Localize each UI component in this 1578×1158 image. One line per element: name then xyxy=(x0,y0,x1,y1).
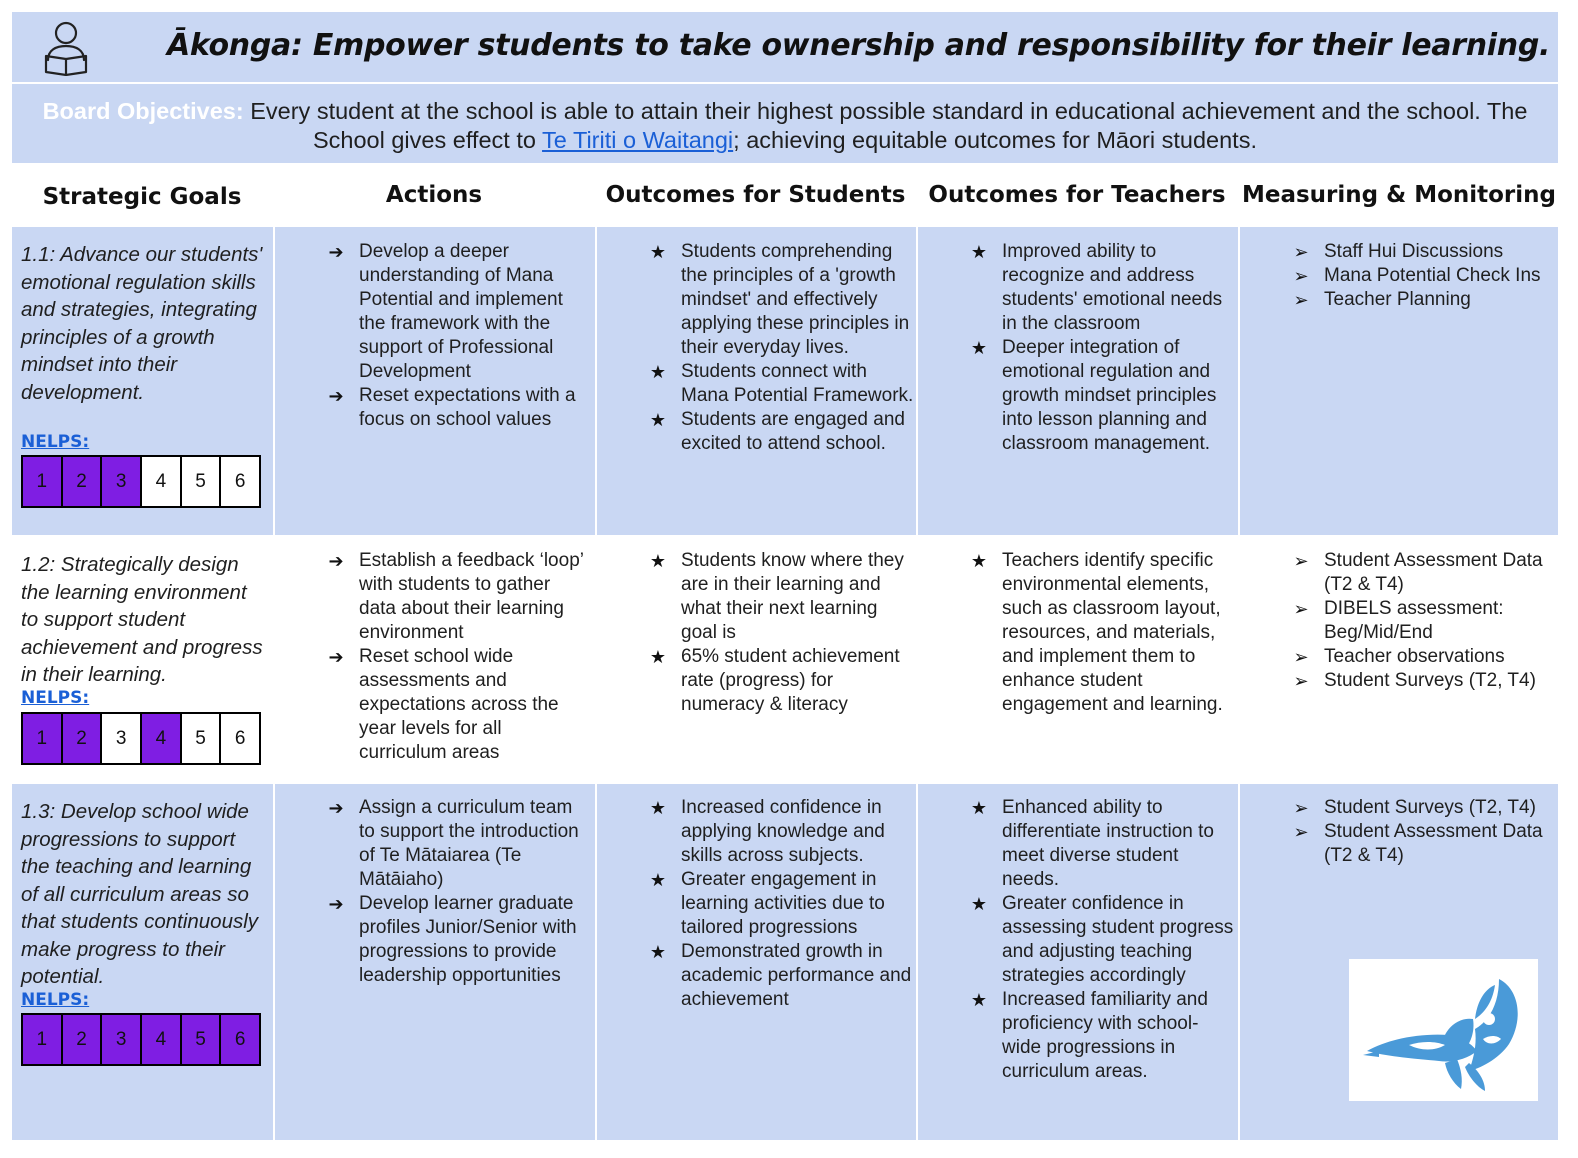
arrowhead-right-icon: ➢ xyxy=(1293,822,1309,842)
list-item xyxy=(321,240,591,384)
measuring-cell xyxy=(1240,537,1558,781)
board-objectives xyxy=(12,84,1558,163)
te-tiriti-link[interactable]: Te Tiriti o Waitangi xyxy=(542,127,734,153)
school-logo xyxy=(1349,959,1538,1101)
list-item-text: Students are engaged and excited to attend school. xyxy=(681,409,905,454)
list-item xyxy=(1286,264,1556,288)
arrow-right-icon: ➔ xyxy=(328,798,344,818)
list-item-text: Enhanced ability to differentiate instruction to meet diverse student needs. xyxy=(1002,797,1214,890)
list-item-text: Demonstrated growth in academic performance and achievement xyxy=(681,941,912,1010)
header-strategic-goals: Strategic Goals xyxy=(42,184,242,210)
list-item xyxy=(643,645,914,717)
list-item xyxy=(643,240,914,360)
star-icon: ★ xyxy=(970,990,988,1010)
list-item xyxy=(1286,240,1556,264)
list-item-text: Increased confidence in applying knowledge and skills across subjects. xyxy=(681,797,885,866)
arrow-right-icon: ➔ xyxy=(328,647,344,667)
list-item-text: Teacher Planning xyxy=(1324,289,1471,310)
page-title: Ākonga: Empower students to take ownership and responsibility for their learning. xyxy=(167,28,1551,63)
nelps-box-2: 2 xyxy=(63,1015,103,1064)
list-item xyxy=(964,796,1236,892)
nelps-label[interactable]: NELPS: xyxy=(21,432,90,452)
arrow-right-icon: ➔ xyxy=(328,386,344,406)
objectives-text-end: ; achieving equitable outcomes for Māori students. xyxy=(733,127,1257,153)
student-outcomes-list xyxy=(643,240,914,456)
star-icon: ★ xyxy=(649,942,667,962)
title-bar xyxy=(12,12,1558,82)
teacher-outcomes-cell xyxy=(918,784,1238,1140)
measuring-list xyxy=(1286,796,1556,868)
list-item-text: Reset expectations with a focus on school values xyxy=(359,385,576,430)
list-item-text: 65% student achievement rate (progress) for numeracy & literacy xyxy=(681,646,900,715)
list-item-text: Student Assessment Data (T2 & T4) xyxy=(1324,821,1543,866)
actions-cell xyxy=(275,227,595,535)
list-item-text: Reset school wide assessments and expectations across the year levels for all curriculum areas xyxy=(359,646,559,763)
star-icon: ★ xyxy=(970,798,988,818)
header-outcomes-students: Outcomes for Students xyxy=(605,182,906,208)
list-item xyxy=(1286,820,1556,868)
nelps-box-6: 6 xyxy=(221,714,259,763)
star-icon: ★ xyxy=(970,338,988,358)
arrowhead-right-icon: ➢ xyxy=(1293,599,1309,619)
nelps-box-5: 5 xyxy=(182,457,222,506)
nelps-label[interactable]: NELPS: xyxy=(21,688,90,708)
student-outcomes-cell xyxy=(597,784,916,1140)
arrowhead-right-icon: ➢ xyxy=(1293,647,1309,667)
nelps-box-2: 2 xyxy=(63,457,103,506)
list-item xyxy=(643,796,914,868)
nelps-boxes xyxy=(21,712,261,765)
student-outcomes-list xyxy=(643,796,914,1012)
star-icon: ★ xyxy=(649,362,667,382)
teacher-outcomes-list xyxy=(964,549,1236,717)
list-item-text: Establish a feedback ‘loop’ with students to gather data about their learning environment xyxy=(359,550,584,643)
goal-number: 1.2: xyxy=(21,553,56,576)
actions-list xyxy=(321,549,591,765)
list-item xyxy=(964,336,1236,456)
list-item xyxy=(321,645,591,765)
list-item xyxy=(643,360,914,408)
nelps-box-4: 4 xyxy=(142,457,182,506)
list-item-text: Student Assessment Data (T2 & T4) xyxy=(1324,550,1543,595)
goal-cell xyxy=(12,784,273,1140)
list-item-text: Student Surveys (T2, T4) xyxy=(1324,670,1536,691)
arrow-right-icon: ➔ xyxy=(328,242,344,262)
nelps-box-1: 1 xyxy=(23,714,63,763)
list-item xyxy=(643,940,914,1012)
header-actions: Actions xyxy=(385,182,483,208)
star-icon: ★ xyxy=(649,551,667,571)
actions-list xyxy=(321,796,591,988)
star-icon: ★ xyxy=(970,551,988,571)
column-headers xyxy=(12,168,1558,226)
goal-row-1-3 xyxy=(12,784,1558,1140)
list-item xyxy=(1286,597,1556,645)
goal-number: 1.3: xyxy=(21,800,56,823)
actions-list xyxy=(321,240,591,432)
objectives-text: Every student at the school is able to attain their highest possible standard in educational achievement and the school. The School gives effect to xyxy=(243,98,1528,153)
nelps-box-1: 1 xyxy=(23,1015,63,1064)
goal-row-1-1 xyxy=(12,227,1558,535)
measuring-list xyxy=(1286,240,1556,312)
list-item-text: Students connect with Mana Potential Framework. xyxy=(681,361,914,406)
list-item-text: DIBELS assessment: Beg/Mid/End xyxy=(1324,598,1504,643)
student-outcomes-list xyxy=(643,549,914,717)
list-item-text: Mana Potential Check Ins xyxy=(1324,265,1541,286)
list-item-text: Improved ability to recognize and address students' emotional needs in the classroom xyxy=(1002,241,1223,334)
nelps-box-1: 1 xyxy=(23,457,63,506)
goal-number: 1.1: xyxy=(21,243,56,266)
actions-cell xyxy=(275,784,595,1140)
star-icon: ★ xyxy=(649,870,667,890)
goal-description: Develop school wide progressions to support the teaching and learning of all curriculum areas so that students continuously make progress to their potential. xyxy=(21,800,259,988)
list-item xyxy=(1286,288,1556,312)
teacher-outcomes-list xyxy=(964,796,1236,1084)
arrowhead-right-icon: ➢ xyxy=(1293,798,1309,818)
star-icon: ★ xyxy=(649,410,667,430)
list-item xyxy=(321,384,591,432)
student-outcomes-cell xyxy=(597,537,916,781)
list-item xyxy=(321,796,591,892)
nelps-label[interactable]: NELPS: xyxy=(21,990,90,1010)
arrow-right-icon: ➔ xyxy=(328,551,344,571)
arrowhead-right-icon: ➢ xyxy=(1293,671,1309,691)
measuring-list xyxy=(1286,549,1556,693)
arrowhead-right-icon: ➢ xyxy=(1293,266,1309,286)
goal-row-1-2 xyxy=(12,537,1558,781)
measuring-cell xyxy=(1240,227,1558,535)
arrowhead-right-icon: ➢ xyxy=(1293,290,1309,310)
list-item-text: Assign a curriculum team to support the introduction of Te Mātaiarea (Te Mātāiaho) xyxy=(359,797,579,890)
list-item xyxy=(643,408,914,456)
nelps-box-5: 5 xyxy=(182,1015,222,1064)
student-reading-icon xyxy=(42,20,90,76)
star-icon: ★ xyxy=(649,647,667,667)
list-item xyxy=(321,892,591,988)
list-item xyxy=(1286,796,1556,820)
arrowhead-right-icon: ➢ xyxy=(1293,242,1309,262)
nelps-box-6: 6 xyxy=(221,457,259,506)
nelps-boxes xyxy=(21,1013,261,1066)
list-item-text: Deeper integration of emotional regulation and growth mindset principles into lesson planning and classroom management. xyxy=(1002,337,1217,454)
list-item-text: Develop a deeper understanding of Mana Potential and implement the framework with the support of Professional Development xyxy=(359,241,563,382)
list-item-text: Teachers identify specific environmental elements, such as classroom layout, resources, and materials, and implement them to enhance student engagement and learning. xyxy=(1002,550,1223,715)
goal-description: Strategically design the learning environment to support student achievement and progress in their learning. xyxy=(21,553,263,686)
header-measuring: Measuring & Monitoring xyxy=(1241,182,1556,208)
teacher-outcomes-cell xyxy=(918,537,1238,781)
list-item xyxy=(964,549,1236,717)
arrow-right-icon: ➔ xyxy=(328,894,344,914)
list-item-text: Greater engagement in learning activities due to tailored progressions xyxy=(681,869,885,938)
arrowhead-right-icon: ➢ xyxy=(1293,551,1309,571)
goal-text xyxy=(21,241,265,406)
star-icon: ★ xyxy=(970,242,988,262)
objectives-label: Board Objectives: xyxy=(42,98,244,124)
nelps-box-2: 2 xyxy=(63,714,103,763)
list-item-text: Student Surveys (T2, T4) xyxy=(1324,797,1536,818)
list-item xyxy=(643,868,914,940)
teacher-outcomes-cell xyxy=(918,227,1238,535)
list-item xyxy=(964,988,1236,1084)
teacher-outcomes-list xyxy=(964,240,1236,456)
student-outcomes-cell xyxy=(597,227,916,535)
list-item-text: Staff Hui Discussions xyxy=(1324,241,1504,262)
goal-text xyxy=(21,798,265,991)
nelps-box-3: 3 xyxy=(102,1015,142,1064)
list-item xyxy=(643,549,914,645)
list-item xyxy=(1286,549,1556,597)
goal-cell xyxy=(12,537,273,781)
nelps-box-4: 4 xyxy=(142,1015,182,1064)
nelps-boxes xyxy=(21,455,261,508)
list-item xyxy=(1286,645,1556,669)
list-item-text: Develop learner graduate profiles Junior/Senior with progressions to provide leadership opportunities xyxy=(359,893,577,986)
list-item xyxy=(1286,669,1556,693)
nelps-box-3: 3 xyxy=(102,457,142,506)
list-item-text: Teacher observations xyxy=(1324,646,1505,667)
nelps-box-5: 5 xyxy=(182,714,222,763)
list-item-text: Greater confidence in assessing student progress and adjusting teaching strategies accordingly xyxy=(1002,893,1234,986)
nelps-box-6: 6 xyxy=(221,1015,259,1064)
goal-text xyxy=(21,551,265,689)
list-item xyxy=(321,549,591,645)
actions-cell xyxy=(275,537,595,781)
list-item-text: Students comprehending the principles of a 'growth mindset' and effectively applying these principles in their everyday lives. xyxy=(681,241,910,358)
bird-logo-icon xyxy=(1349,959,1538,1101)
star-icon: ★ xyxy=(649,798,667,818)
list-item xyxy=(964,892,1236,988)
goal-cell xyxy=(12,227,273,535)
star-icon: ★ xyxy=(649,242,667,262)
list-item-text: Students know where they are in their learning and what their next learning goal is xyxy=(681,550,904,643)
nelps-box-3: 3 xyxy=(102,714,142,763)
star-icon: ★ xyxy=(970,894,988,914)
nelps-box-4: 4 xyxy=(142,714,182,763)
list-item-text: Increased familiarity and proficiency with school-wide progressions in curriculum areas. xyxy=(1002,989,1208,1082)
header-outcomes-teachers: Outcomes for Teachers xyxy=(928,182,1226,208)
list-item xyxy=(964,240,1236,336)
goal-description: Advance our students' emotional regulation skills and strategies, integrating principles of a growth mindset into their development. xyxy=(21,243,263,404)
